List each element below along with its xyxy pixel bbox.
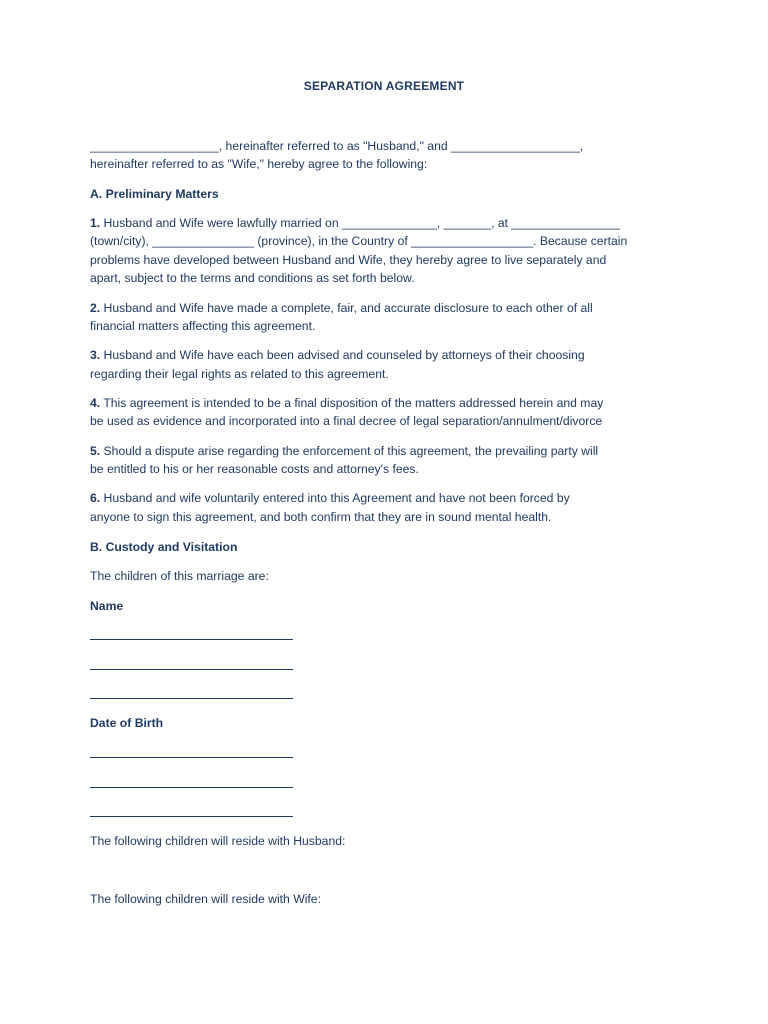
reside-with-husband: The following children will reside with Husband:	[90, 834, 346, 848]
item-6-line: anyone to sign this agreement, and both confirm that they are in sound mental health.	[90, 510, 552, 524]
item-1-line: apart, subject to the terms and conditions as set forth below.	[90, 271, 415, 285]
item-text: Husband and Wife have each been advised and counseled by attorneys of their choosing	[100, 348, 585, 362]
item-4-line	[90, 394, 690, 413]
item-text: Should a dispute arise regarding the enforcement of this agreement, the prevailing party will	[100, 444, 599, 458]
child-name-blank	[90, 669, 293, 670]
item-1-line	[90, 214, 690, 233]
item-text: Husband and Wife have made a complete, fair, and accurate disclosure to each other of all	[100, 301, 593, 315]
intro-line: ___________________, hereinafter referred to as "Husband," and ___________________,	[90, 139, 584, 153]
child-dob-blank	[90, 757, 293, 758]
item-3-line: regarding their legal rights as related to this agreement.	[90, 367, 389, 381]
item-number: 6.	[90, 491, 101, 505]
item-text: Husband and Wife were lawfully married on ______________, _______, at ________________	[100, 216, 620, 230]
item-1-line: (town/city), _______________ (province), in the Country of __________________. Because certain	[90, 234, 628, 248]
item-1-line: problems have developed between Husband and Wife, they hereby agree to live separately and	[90, 253, 607, 267]
children-intro: The children of this marriage are:	[90, 569, 269, 583]
item-5-line: be entitled to his or her reasonable costs and attorney's fees.	[90, 462, 419, 476]
reside-with-wife: The following children will reside with Wife:	[90, 892, 321, 906]
document-title: SEPARATION AGREEMENT	[303, 79, 465, 93]
name-label: Name	[90, 599, 124, 613]
item-3-line	[90, 346, 690, 365]
item-number: 4.	[90, 396, 101, 410]
item-number: 5.	[90, 444, 101, 458]
item-number: 1.	[90, 216, 101, 230]
child-name-blank	[90, 639, 293, 640]
item-2-line: financial matters affecting this agreement.	[90, 319, 316, 333]
dob-label: Date of Birth	[90, 716, 164, 730]
item-5-line	[90, 442, 690, 461]
section-b-heading: B. Custody and Visitation	[90, 540, 238, 554]
item-6-line	[90, 489, 690, 508]
child-dob-blank	[90, 816, 293, 817]
item-number: 3.	[90, 348, 101, 362]
item-4-line: be used as evidence and incorporated into a final decree of legal separation/annulment/divorce	[90, 414, 603, 428]
section-a-heading: A. Preliminary Matters	[90, 187, 219, 201]
child-name-blank	[90, 698, 293, 699]
item-number: 2.	[90, 301, 101, 315]
item-text: Husband and wife voluntarily entered into this Agreement and have not been forced by	[100, 491, 570, 505]
child-dob-blank	[90, 787, 293, 788]
item-2-line	[90, 299, 690, 318]
item-text: This agreement is intended to be a final disposition of the matters addressed herein and may	[100, 396, 604, 410]
intro-line: hereinafter referred to as "Wife," hereby agree to the following:	[90, 157, 428, 171]
